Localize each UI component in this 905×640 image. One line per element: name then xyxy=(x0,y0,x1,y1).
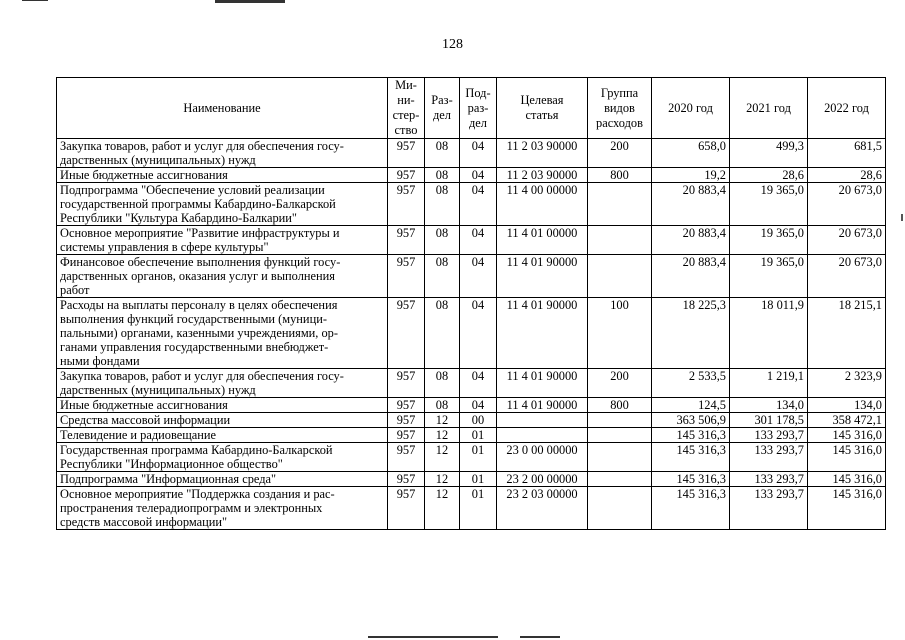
cell-target-article: 11 4 01 90000 xyxy=(497,298,588,369)
cell-section: 08 xyxy=(425,183,460,226)
scan-artifact-right-edge xyxy=(901,214,903,221)
cell-2020: 2 533,5 xyxy=(652,369,730,398)
cell-name: Расходы на выплаты персоналу в целях обеспечения выполнения функций государственными (муници- пальными) органами, казенными учреждениями, ор- ганами управления государственными внебюджет- ными фондами xyxy=(57,298,388,369)
cell-subsection: 04 xyxy=(460,398,497,413)
cell-2021: 133 293,7 xyxy=(730,443,808,472)
scan-artifact-top-left xyxy=(22,0,48,1)
table-row xyxy=(57,443,886,472)
cell-ministry: 957 xyxy=(388,183,425,226)
cell-2022: 145 316,0 xyxy=(808,487,886,530)
cell-target-article: 11 4 01 90000 xyxy=(497,255,588,298)
cell-name: Подпрограмма "Обеспечение условий реализации государственной программы Кабардино-Балкарской Республики "Культура Кабардино-Балкарии" xyxy=(57,183,388,226)
cell-2021: 19 365,0 xyxy=(730,226,808,255)
cell-2022: 20 673,0 xyxy=(808,183,886,226)
cell-expense-group: 100 xyxy=(588,298,652,369)
cell-section: 12 xyxy=(425,472,460,487)
cell-2021: 133 293,7 xyxy=(730,472,808,487)
cell-2020: 363 506,9 xyxy=(652,413,730,428)
cell-expense-group: 800 xyxy=(588,168,652,183)
cell-subsection: 01 xyxy=(460,472,497,487)
cell-target-article: 11 4 00 00000 xyxy=(497,183,588,226)
cell-expense-group xyxy=(588,487,652,530)
cell-expense-group xyxy=(588,443,652,472)
header-expense-group: Группа видов расходов xyxy=(588,78,652,139)
cell-2021: 1 219,1 xyxy=(730,369,808,398)
cell-ministry: 957 xyxy=(388,168,425,183)
cell-2020: 20 883,4 xyxy=(652,226,730,255)
cell-ministry: 957 xyxy=(388,369,425,398)
cell-expense-group: 200 xyxy=(588,369,652,398)
header-2021: 2021 год xyxy=(730,78,808,139)
cell-name: Закупка товаров, работ и услуг для обеспечения госу- дарственных (муниципальных) нужд xyxy=(57,139,388,168)
cell-2022: 134,0 xyxy=(808,398,886,413)
scan-artifact-top xyxy=(215,0,285,3)
cell-section: 08 xyxy=(425,369,460,398)
cell-name: Основное мероприятие "Поддержка создания и рас- пространения телерадиопрограмм и электронных средств массовой информации" xyxy=(57,487,388,530)
cell-ministry: 957 xyxy=(388,472,425,487)
cell-section: 12 xyxy=(425,428,460,443)
cell-expense-group xyxy=(588,413,652,428)
cell-name: Телевидение и радиовещание xyxy=(57,428,388,443)
cell-section: 08 xyxy=(425,226,460,255)
cell-2020: 19,2 xyxy=(652,168,730,183)
cell-expense-group: 800 xyxy=(588,398,652,413)
cell-target-article xyxy=(497,413,588,428)
cell-2021: 301 178,5 xyxy=(730,413,808,428)
header-subsection: Под- раз- дел xyxy=(460,78,497,139)
cell-2021: 133 293,7 xyxy=(730,428,808,443)
cell-name: Основное мероприятие "Развитие инфраструктуры и системы управления в сфере культуры" xyxy=(57,226,388,255)
cell-subsection: 01 xyxy=(460,487,497,530)
cell-name: Закупка товаров, работ и услуг для обеспечения госу- дарственных (муниципальных) нужд xyxy=(57,369,388,398)
cell-subsection: 04 xyxy=(460,255,497,298)
cell-2020: 145 316,3 xyxy=(652,487,730,530)
table-row xyxy=(57,472,886,487)
cell-section: 12 xyxy=(425,413,460,428)
cell-target-article: 11 4 01 90000 xyxy=(497,369,588,398)
table-row xyxy=(57,183,886,226)
cell-subsection: 04 xyxy=(460,168,497,183)
cell-2020: 145 316,3 xyxy=(652,472,730,487)
cell-subsection: 04 xyxy=(460,139,497,168)
cell-2020: 20 883,4 xyxy=(652,255,730,298)
cell-ministry: 957 xyxy=(388,139,425,168)
header-2020: 2020 год xyxy=(652,78,730,139)
cell-2020: 18 225,3 xyxy=(652,298,730,369)
cell-subsection: 00 xyxy=(460,413,497,428)
cell-expense-group xyxy=(588,472,652,487)
scan-artifact-bottom xyxy=(368,636,498,638)
cell-2020: 124,5 xyxy=(652,398,730,413)
cell-2021: 19 365,0 xyxy=(730,255,808,298)
cell-2022: 145 316,0 xyxy=(808,428,886,443)
table-header-row xyxy=(57,78,886,139)
cell-2022: 145 316,0 xyxy=(808,472,886,487)
cell-2020: 145 316,3 xyxy=(652,428,730,443)
cell-2020: 145 316,3 xyxy=(652,443,730,472)
cell-name: Подпрограмма "Информационная среда" xyxy=(57,472,388,487)
cell-expense-group xyxy=(588,226,652,255)
cell-subsection: 01 xyxy=(460,428,497,443)
cell-ministry: 957 xyxy=(388,487,425,530)
header-target-article: Целевая статья xyxy=(497,78,588,139)
table-row xyxy=(57,369,886,398)
cell-section: 08 xyxy=(425,298,460,369)
cell-2022: 681,5 xyxy=(808,139,886,168)
cell-expense-group: 200 xyxy=(588,139,652,168)
cell-subsection: 04 xyxy=(460,298,497,369)
cell-target-article: 23 2 00 00000 xyxy=(497,472,588,487)
cell-2022: 358 472,1 xyxy=(808,413,886,428)
cell-2022: 2 323,9 xyxy=(808,369,886,398)
table-row xyxy=(57,168,886,183)
header-section: Раз- дел xyxy=(425,78,460,139)
table-row xyxy=(57,487,886,530)
cell-subsection: 04 xyxy=(460,226,497,255)
header-name: Наименование xyxy=(57,78,388,139)
scan-artifact-bottom-right xyxy=(520,636,560,638)
cell-section: 08 xyxy=(425,168,460,183)
cell-ministry: 957 xyxy=(388,413,425,428)
table-row xyxy=(57,398,886,413)
cell-section: 08 xyxy=(425,255,460,298)
cell-2022: 20 673,0 xyxy=(808,226,886,255)
cell-section: 12 xyxy=(425,443,460,472)
cell-target-article: 23 0 00 00000 xyxy=(497,443,588,472)
header-2022: 2022 год xyxy=(808,78,886,139)
cell-2021: 499,3 xyxy=(730,139,808,168)
cell-target-article: 23 2 03 00000 xyxy=(497,487,588,530)
cell-2021: 19 365,0 xyxy=(730,183,808,226)
cell-expense-group xyxy=(588,255,652,298)
cell-ministry: 957 xyxy=(388,443,425,472)
cell-target-article: 11 2 03 90000 xyxy=(497,139,588,168)
table-row xyxy=(57,413,886,428)
cell-expense-group xyxy=(588,428,652,443)
cell-ministry: 957 xyxy=(388,298,425,369)
table-row xyxy=(57,255,886,298)
table-row xyxy=(57,298,886,369)
cell-ministry: 957 xyxy=(388,428,425,443)
cell-ministry: 957 xyxy=(388,255,425,298)
cell-subsection: 04 xyxy=(460,183,497,226)
cell-subsection: 04 xyxy=(460,369,497,398)
cell-2020: 20 883,4 xyxy=(652,183,730,226)
cell-target-article: 11 4 01 90000 xyxy=(497,398,588,413)
cell-name: Иные бюджетные ассигнования xyxy=(57,398,388,413)
cell-2020: 658,0 xyxy=(652,139,730,168)
table-row xyxy=(57,139,886,168)
cell-2021: 134,0 xyxy=(730,398,808,413)
cell-2021: 133 293,7 xyxy=(730,487,808,530)
cell-name: Средства массовой информации xyxy=(57,413,388,428)
cell-2022: 18 215,1 xyxy=(808,298,886,369)
cell-ministry: 957 xyxy=(388,398,425,413)
cell-2022: 145 316,0 xyxy=(808,443,886,472)
cell-2021: 18 011,9 xyxy=(730,298,808,369)
cell-target-article: 11 4 01 00000 xyxy=(497,226,588,255)
page-number: 128 xyxy=(442,37,463,52)
cell-expense-group xyxy=(588,183,652,226)
cell-2022: 28,6 xyxy=(808,168,886,183)
cell-target-article xyxy=(497,428,588,443)
cell-name: Государственная программа Кабардино-Балкарской Республики "Информационное общество" xyxy=(57,443,388,472)
header-ministry: Ми- ни- стер- ство xyxy=(388,78,425,139)
cell-ministry: 957 xyxy=(388,226,425,255)
table-row xyxy=(57,226,886,255)
cell-name: Финансовое обеспечение выполнения функций госу- дарственных органов, оказания услуг и выполнения работ xyxy=(57,255,388,298)
cell-section: 12 xyxy=(425,487,460,530)
cell-2021: 28,6 xyxy=(730,168,808,183)
cell-target-article: 11 2 03 90000 xyxy=(497,168,588,183)
cell-subsection: 01 xyxy=(460,443,497,472)
cell-2022: 20 673,0 xyxy=(808,255,886,298)
table-row xyxy=(57,428,886,443)
cell-name: Иные бюджетные ассигнования xyxy=(57,168,388,183)
budget-table xyxy=(56,77,886,530)
cell-section: 08 xyxy=(425,139,460,168)
table-body xyxy=(57,139,886,530)
cell-section: 08 xyxy=(425,398,460,413)
